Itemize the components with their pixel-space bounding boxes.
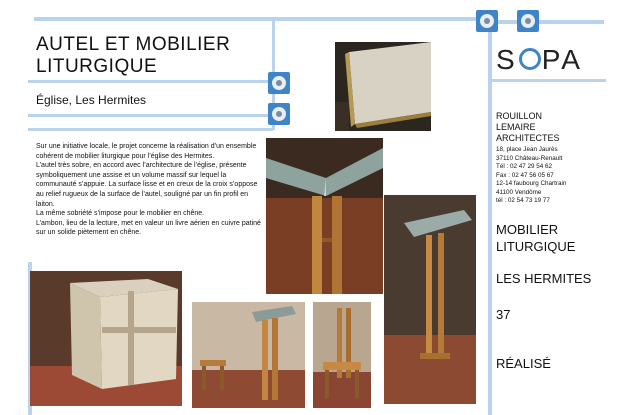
photo-ambon-chair [192,302,305,408]
top-rule [34,17,479,21]
department-label: 37 [496,307,511,322]
title-line-1: AUTEL ET MOBILIER [36,34,231,55]
address-line: 12-14 faubourg Chartrain [496,180,567,187]
decorative-roundel-icon [517,10,539,32]
architect-name-line: LEMAIRE [496,122,536,132]
architect-name-line: ARCHITECTES [496,133,560,143]
decorative-roundel-icon [268,72,290,94]
photo-ambon-full [384,195,476,404]
description-paragraph: La même sobriété s’impose pour le mobilier en chêne. [36,210,205,218]
ambon-closeup-image [266,138,383,294]
altar-detail-image [335,42,431,131]
decorative-roundel-icon [268,103,290,125]
title-rule-2 [28,114,273,117]
address-line: 41100 Vendôme [496,188,542,196]
title-line-2: LITURGIQUE [36,56,158,77]
photo-altar-detail [335,42,431,131]
status-label: RÉALISÉ [496,356,551,371]
category-line-1: MOBILIER [496,222,559,237]
description-paragraph: Sur une initiative locale, le projet concerne la réalisation d’un ensemble cohérent de mobilier liturgique pour l’église des Hermites. [36,143,257,160]
right-column-rule [488,24,492,415]
decorative-roundel-icon [476,10,498,32]
chair-image [313,302,371,408]
description-paragraph: L’ambon, lieu de la lecture, met en valeur un livre aérien en cuivre patiné sur un solide piètement en chêne. [36,219,261,237]
sopa-logo [496,44,583,76]
address-line: Tél : 02 47 29 54 62 [496,163,553,170]
architect-name-line: ROUILLON [496,111,543,121]
description-paragraph: L’autel très sobre, en accord avec l’architecture de l’église, présente symboliquement une assise et un volume massif sur lequel la communauté s’appuie. La surface lisse et en creux de la croix s’oppose au relief rugueux de la surface de l’autel, souligné par un fin profil en laiton. [36,162,258,208]
category-label [496,221,575,255]
title-rule-1 [28,80,273,83]
title-rule-3 [28,128,273,131]
address-line: 18, place Jean Jaurès [496,146,558,153]
address-line: 37110 Château-Renault [496,154,563,162]
logo-letters: PA [541,44,583,75]
photo-ambon-closeup [266,138,383,294]
architect-address [496,146,566,206]
ambon-full-image [384,195,476,404]
location-label: LES HERMITES [496,271,592,286]
category-line-2: LITURGIQUE [496,239,576,254]
page-subtitle: Église, Les Hermites [36,93,147,107]
top-rule-right [480,20,604,24]
logo-rule [490,79,606,82]
photo-chair [313,302,371,408]
photo-altar-block [30,271,182,406]
address-line: tél : 02 54 73 19 77 [496,197,550,204]
page-title [36,34,271,78]
ambon-chair-image [192,302,305,408]
altar-block-image [30,271,182,406]
logo-letter: S [496,44,518,75]
logo-o-icon [519,48,541,70]
architect-name [496,111,560,144]
project-description [36,142,264,238]
address-line: Fax : 02 47 56 05 67 [496,171,554,179]
